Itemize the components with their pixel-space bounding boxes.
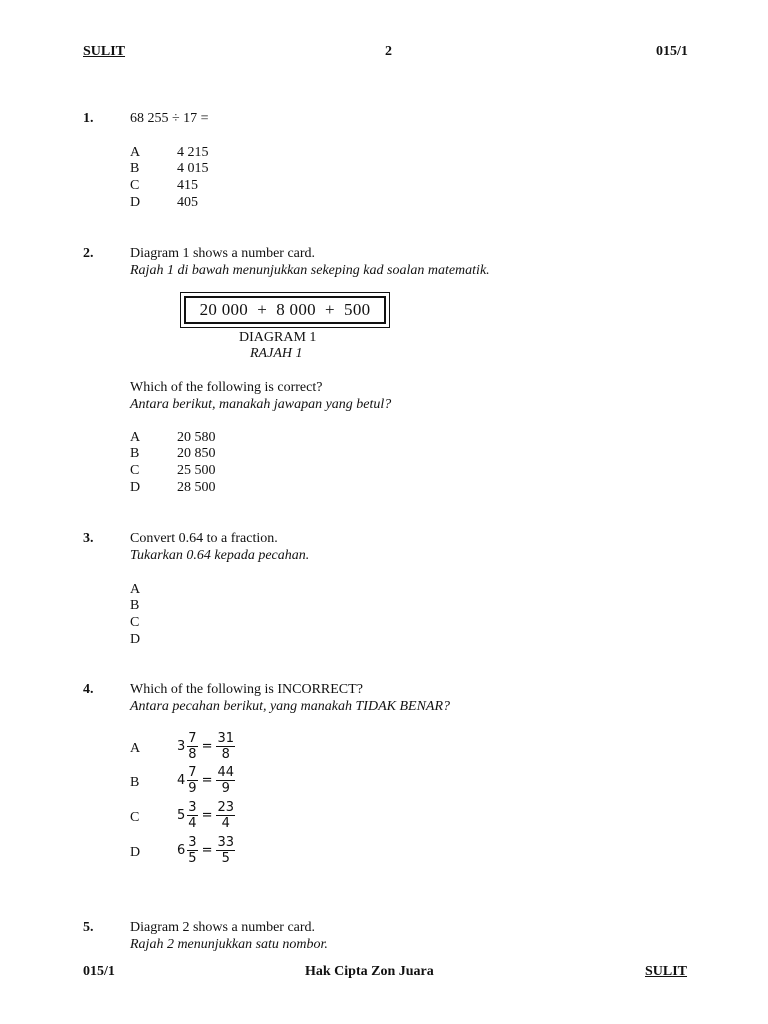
option-b[interactable] — [0, 598, 400, 614]
option-letter: C — [130, 463, 140, 478]
option-value: 4 015 — [177, 161, 209, 176]
option-value: 20 850 — [177, 446, 216, 461]
option-value: 28 500 — [177, 480, 216, 495]
question-text-en: Diagram 1 shows a number card. — [130, 246, 316, 261]
mixed-number-equation — [177, 765, 235, 796]
option-letter: C — [130, 615, 140, 630]
answer-options — [0, 731, 400, 873]
fraction: $\frac{3}{5}$ — [188, 835, 197, 866]
option-b[interactable] — [0, 765, 400, 799]
prompt-ms: Antara berikut, manakah jawapan yang betul? — [130, 397, 392, 412]
improper-fraction: $\frac{33}{5}$ — [217, 835, 235, 866]
option-letter: C — [130, 178, 140, 193]
option-letter: A — [130, 430, 141, 445]
question-text-ms: Rajah 1 di bawah menunjukkan sekeping kad soalan matematik. — [130, 263, 490, 278]
option-letter: B — [130, 775, 140, 790]
footer-classification: SULIT — [645, 964, 688, 979]
option-value: 25 500 — [177, 463, 216, 478]
option-letter: D — [130, 480, 141, 495]
question-text-ms: Rajah 2 menunjukkan satu nombor. — [130, 937, 328, 952]
answer-options — [0, 430, 400, 500]
improper-fraction: $\frac{31}{8}$ — [217, 731, 235, 762]
question-text-en: Diagram 2 shows a number card. — [130, 920, 316, 935]
option-letter: D — [130, 845, 141, 860]
number-card — [180, 292, 390, 328]
option-letter: C — [130, 810, 140, 825]
footer-paper-code: 015/1 — [83, 964, 115, 979]
option-value: 20 580 — [177, 430, 216, 445]
option-letter: A — [130, 741, 141, 756]
equals-sign: = — [201, 808, 213, 823]
fraction: $\frac{7}{8}$ — [188, 731, 197, 762]
prompt-en: Which of the following is correct? — [130, 380, 323, 395]
option-d[interactable] — [0, 835, 400, 869]
question-text-en: Which of the following is INCORRECT? — [130, 682, 363, 697]
option-letter: A — [130, 582, 141, 597]
whole-number: 3 — [177, 739, 186, 754]
whole-number: 6 — [177, 843, 186, 858]
fraction: $\frac{3}{4}$ — [188, 800, 197, 831]
question-number: 3. — [83, 531, 94, 546]
paper-code: 015/1 — [656, 44, 688, 59]
mixed-number-equation — [177, 835, 235, 866]
equals-sign: = — [201, 843, 213, 858]
whole-number: 4 — [177, 773, 186, 788]
answer-options — [0, 145, 400, 215]
mixed-number-equation — [177, 800, 235, 831]
question-text-ms: Antara pecahan berikut, yang manakah TIDAK BENAR? — [130, 699, 451, 714]
question-number: 5. — [83, 920, 94, 935]
option-a[interactable] — [0, 582, 400, 598]
equals-sign: = — [201, 739, 213, 754]
footer-copyright: Hak Cipta Zon Juara — [305, 964, 434, 979]
option-d[interactable] — [0, 632, 400, 648]
option-letter: B — [130, 446, 140, 461]
option-letter: D — [130, 195, 141, 210]
option-letter: A — [130, 145, 141, 160]
page-number: 2 — [385, 44, 392, 59]
question-text: 68 255 ÷ 17 = — [130, 111, 209, 126]
option-value: 4 215 — [177, 145, 209, 160]
question-number: 2. — [83, 246, 94, 261]
number-card-expression: 20 000 + 8 000 + 500 — [184, 296, 386, 324]
equals-sign: = — [201, 773, 213, 788]
option-letter: B — [130, 161, 140, 176]
option-letter: B — [130, 598, 140, 613]
option-letter: D — [130, 632, 141, 647]
option-value: 415 — [177, 178, 198, 193]
option-a[interactable] — [0, 731, 400, 765]
option-c[interactable] — [0, 800, 400, 834]
question-text-en: Convert 0.64 to a fraction. — [130, 531, 278, 546]
fraction: $\frac{7}{9}$ — [188, 765, 197, 796]
question-number: 4. — [83, 682, 94, 697]
header-classification: SULIT — [83, 44, 126, 59]
answer-options — [0, 582, 400, 652]
diagram-caption-en: DIAGRAM 1 — [239, 330, 317, 345]
question-text-ms: Tukarkan 0.64 kepada pecahan. — [130, 548, 310, 563]
mixed-number-equation — [177, 731, 235, 762]
whole-number: 5 — [177, 808, 186, 823]
question-number: 1. — [83, 111, 94, 126]
option-value: 405 — [177, 195, 198, 210]
option-c[interactable] — [0, 615, 400, 631]
improper-fraction: $\frac{44}{9}$ — [217, 765, 235, 796]
improper-fraction: $\frac{23}{4}$ — [217, 800, 235, 831]
diagram-caption-ms: RAJAH 1 — [250, 346, 303, 361]
